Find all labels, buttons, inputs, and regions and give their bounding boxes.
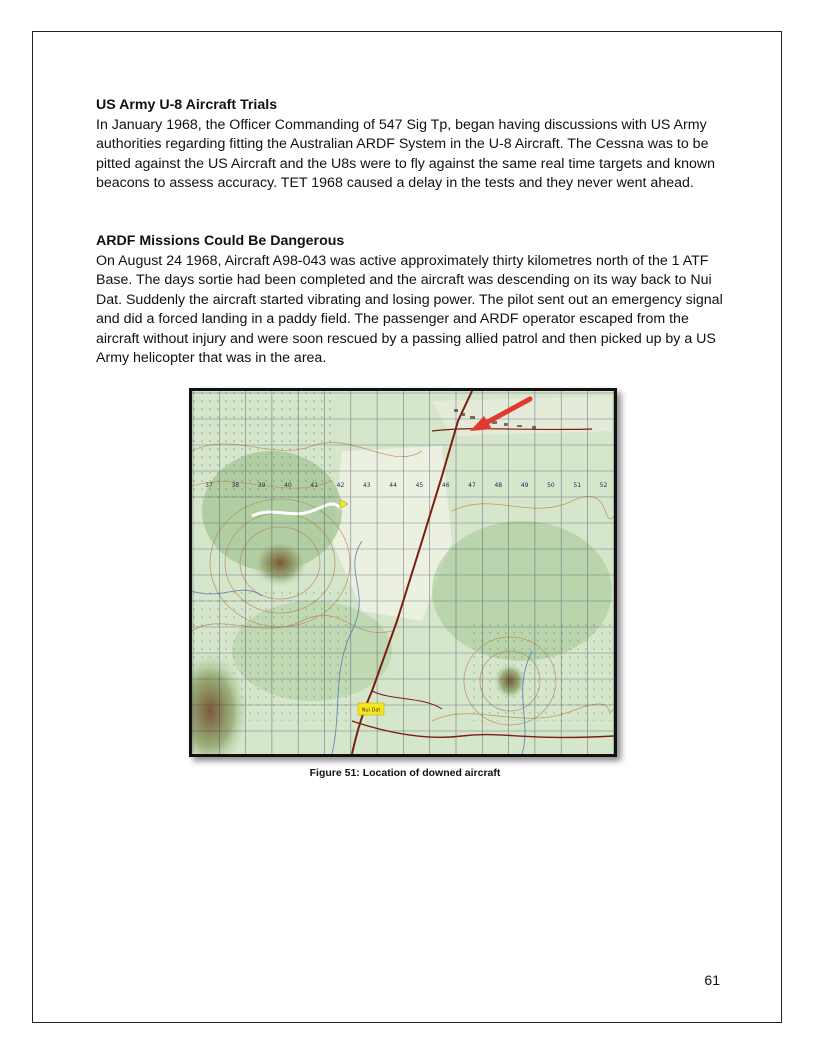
grid-label: 40 (284, 482, 292, 489)
section-paragraph: In January 1968, the Officer Commanding of 547 Sig Tp, began having discussions with US Army authorities regarding fitting the Australian ARDF System in the U-8 Aircraft. The Cessna was to be pitted against the US Aircraft and the U8s were to fly against the same real time targets and known beacons to assess accuracy. TET 1968 caused a delay in the tests and they never went ahead. (96, 116, 716, 191)
section-ardf-missions (96, 232, 736, 369)
grid-label: 51 (573, 482, 582, 489)
grid-label: 38 (231, 482, 240, 489)
grid-label: 49 (520, 482, 529, 489)
page-number: 61 (704, 972, 720, 988)
section-u8-trials (96, 96, 736, 194)
grid-label: 43 (362, 482, 371, 489)
topographic-map-figure (189, 388, 617, 757)
grid-label: 48 (494, 482, 503, 489)
section-heading: US Army U-8 Aircraft Trials (96, 97, 278, 113)
nui-dat-label: Nui Dat (361, 707, 381, 714)
grid-label: 46 (441, 482, 450, 489)
grid-label: 42 (336, 482, 345, 489)
grid-label: 50 (547, 482, 555, 489)
grid-label: 44 (389, 482, 397, 489)
topographic-map (192, 391, 614, 754)
grid-label: 39 (257, 482, 266, 489)
grid-label: 37 (205, 482, 213, 489)
grid-label: 47 (468, 482, 476, 489)
grid-label: 41 (310, 482, 319, 489)
grid-label: 52 (599, 482, 608, 489)
section-paragraph: On August 24 1968, Aircraft A98-043 was active approximately thirty kilometres north of the 1 ATF Base. The days sortie had been completed and the aircraft was descending on its way back to Nui Dat. Suddenly the aircraft started vibrating and losing power. The pilot sent out an emergency signal and did a forced landing in a paddy field. The passenger and ARDF operator escaped from the aircraft without injury and were soon rescued by a passing allied patrol and then picked up by a US Army helicopter that was in the area. (96, 252, 723, 366)
grid-label: 45 (415, 482, 424, 489)
figure-caption: Figure 51: Location of downed aircraft (309, 767, 501, 779)
section-heading: ARDF Missions Could Be Dangerous (96, 233, 345, 249)
